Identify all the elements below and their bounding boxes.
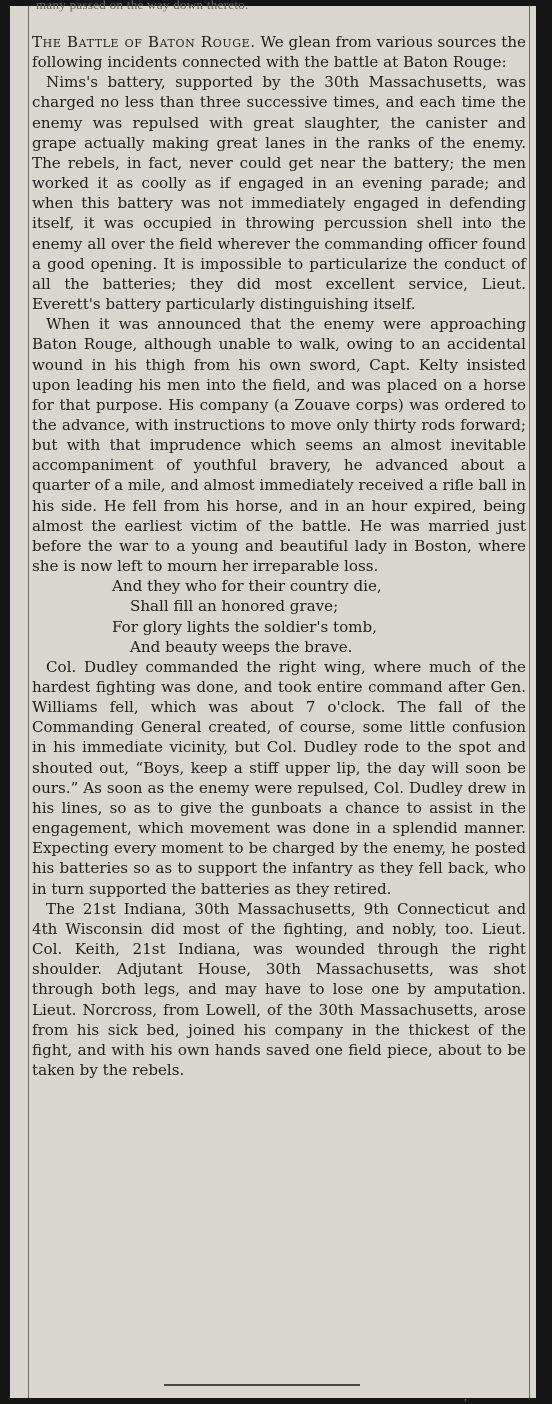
paragraph-regiments: The 21st Indiana, 30th Massachusetts, 9th Connecticut and 4th Wisconsin did most of the fighting, and nobly, too. Lieut. Col. Keith, 21st Indiana, was wounded through the right shoulder. Adjutant House, 30th Massachusetts, was shot through both legs, and may have to lose one by amputation. Lieut. Norcross, from Lowell, of the 30th Massachusetts, arose from his sick bed, joined his company in the thickest of the fight, and with his own hands saved one field piece, about to be taken by the rebels. — [32, 899, 526, 1079]
paragraph-capt-kelty: When it was announced that the enemy were approaching Baton Rouge, although unable to walk, owing to an accidental wound in his thigh from his own sword, Capt. Kelty insisted upon leading his men into the field, and was placed on a horse for that purpose. His company (a Zouave corps) was ordered to the advance, with instructions to move only thirty rods forward; but with that imprudence which seems an almost inevitable accompaniment of youthful bravery, he advanced about a quarter of a mile, and almost immediately received a rifle ball in his side. He fell from his horse, and in an hour expired, being almost the earliest victim of the battle. He was married just before the war to a young and beautiful lady in Boston, where she is now left to mourn her irreparable loss. — [32, 315, 526, 576]
article-headline: The Battle of Baton Rouge. — [32, 33, 256, 51]
cut-bottom-fragment: , — [428, 1389, 467, 1403]
poem-line: And they who for their country die, — [112, 577, 382, 596]
paragraph-col-dudley: Col. Dudley commanded the right wing, where much of the hardest fighting was done, and took entire command after Gen. Williams fell, which was about 7 o'clock. The fall of the Commanding General created, of course, some little confusion in his immediate vicinity, but Col. Dudley rode to the spot and shouted out, “Boys, keep a stiff upper lip, the day will soon be ours.” As soon as the enemy were repulsed, Col. Dudley drew in his lines, so as to give the gunboats a chance to assist in the engagement, which movement was done in a splendid manner. Expecting every moment to be charged by the enemy, he posted his batteries so as to support the infantry as they fell back, who in turn supported the batteries as they retired. — [32, 657, 526, 898]
article-end-rule — [164, 1384, 360, 1386]
paragraph-nims-battery: Nims's battery, supported by the 30th Massachusetts, was charged no less than three successive times, and each time the enemy was repulsed with great slaughter, the canister and grape actually making great lanes in the ranks of the enemy. The rebels, in fact, never could get near the battery; the men worked it as coolly as if engaged in an evening parade; and when this battery was not immediately engaged in defending itself, it was occupied in throwing percussion shell into the enemy all over the field wherever the commanding officer found a good opening. It is impossible to particularize the conduct of all the batteries; they did most excellent service, Lieut. Everett's battery particularly distinguishing itself. — [32, 73, 526, 314]
article-intro-paragraph — [32, 32, 526, 72]
poem-stanza — [32, 576, 526, 657]
poem-line: And beauty weeps the brave. — [130, 637, 353, 656]
article-intro: We glean from various sources the following incidents connected with the battle at Baton Rouge: — [32, 33, 526, 72]
column-rule-left — [28, 6, 29, 1398]
poem-line: For glory lights the soldier's tomb, — [112, 617, 377, 636]
poem-line: Shall fill an honored grave; — [130, 597, 339, 616]
newspaper-clipping — [10, 0, 536, 1403]
cut-top-line: many passed on the way down thereto. — [36, 0, 249, 12]
column-rule-right — [529, 6, 530, 1398]
article-column — [32, 32, 526, 1080]
